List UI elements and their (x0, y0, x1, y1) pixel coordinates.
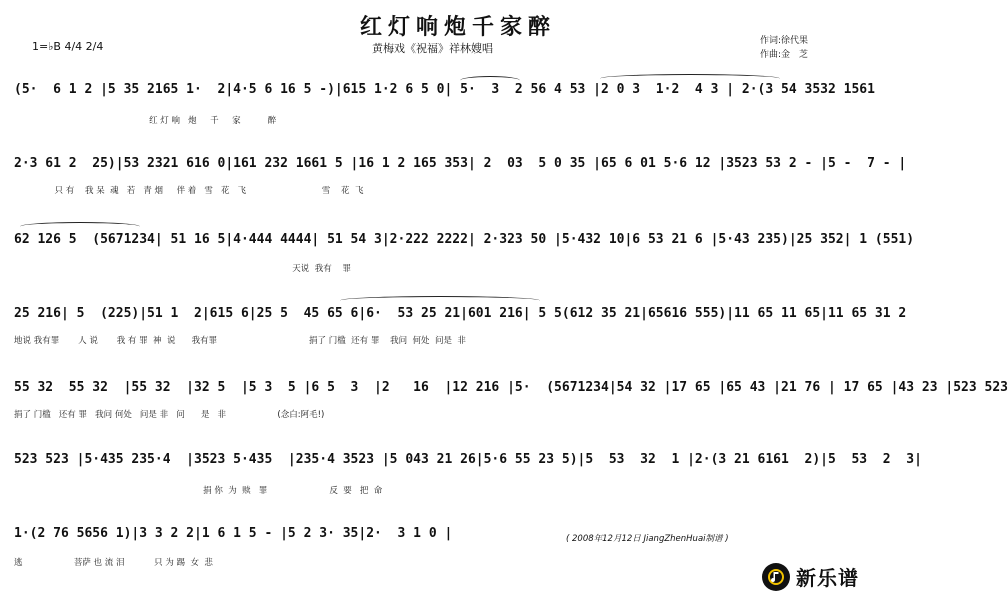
score-line-7: 1·(2 76 5656 1)|3 3 2 2|1 6 1 5 - |5 2 3· 35|2· 3 1 0 | (14, 526, 453, 541)
score-line-3: 62 126 5 (5671234| 51 16 5|4·444 4444| 51 54 3|2·222 2222| 2·323 50 |5·432 10|6 53 21 6 |5·43 235)|25 352| 1 (551) (14, 232, 915, 247)
lyric-line-7: 逃 菩萨 也 流 泪 只 为 踢 女 悲 (14, 558, 213, 568)
slur-mark (340, 296, 540, 305)
lyric-line-1: 红 灯 响 炮 千 家 醉 (14, 116, 277, 126)
slur-mark (600, 74, 780, 83)
music-disc-icon (762, 563, 790, 591)
lyric-line-3: 天说 我有 罪 (14, 264, 352, 274)
slur-mark (20, 222, 140, 231)
score-line-2: 2·3 61 2 25)|53 2321 616 0|161 232 1661 5 |16 1 2 165 353| 2 03 5 0 35 |65 6 01 5·6 12 |3523 53 2 - |5 - 7 - | (14, 156, 907, 171)
slur-mark (460, 76, 520, 85)
lyric-line-4: 地说 我有罪 人 说 我 有 罪 神 说 我有罪 捐了 门槛 还有 罪 我问 何处 问是 非 (14, 336, 466, 346)
score-line-5: 55 32 55 32 |55 32 |32 5 |5 3 5 |6 5 3 |2 16 |12 216 |5· (5671234|54 32 |17 65 |65 43 |21 76 | 17 65 |43 23 |523 523 (14, 380, 1008, 395)
composer-credit: 作曲:金 芝 (760, 50, 809, 60)
song-title: 红灯响炮千家醉 (360, 14, 557, 40)
score-line-1: (5· 6 1 2 |5 35 2165 1· 2|4·5 6 16 5 -)|615 1·2 6 5 0| 5· 3 2 56 4 53 |2 0 3 1·2 4 3 | 2·(3 54 3532 1561 (14, 82, 875, 97)
lyric-line-5: 捐了 门槛 还有 罪 我问 何处 问是 非 问 是 非 (念白:阿毛!) (14, 410, 325, 420)
key-signature: 1=♭B 4/4 2/4 (32, 40, 104, 53)
lyric-line-6: 捐 你 为 赎 罪 反 要 把 命 (14, 486, 383, 496)
score-line-6: 523 523 |5·435 235·4 |3523 5·435 |235·4 3523 |5 043 21 26|5·6 55 23 5)|5 53 32 1 |2·(3 21 6161 2)|5 53 2 3| (14, 452, 922, 467)
site-logo[interactable] (762, 562, 859, 591)
transcription-note: ( 2008年12月12日 JiangZhenHuai制谱 ) (566, 534, 729, 544)
credits (760, 34, 808, 62)
lyricist-credit: 作词:徐代果 (760, 36, 809, 46)
song-subtitle: 黄梅戏《祝福》祥林嫂唱 (372, 42, 493, 55)
lyric-line-2: 只 有 我 呆 魂 若 青 烟 伴 着 雪 花 飞 雪 花 飞 (14, 186, 364, 196)
logo-text: 新乐谱 (796, 566, 859, 590)
score-line-4: 25 216| 5 (225)|51 1 2|615 6|25 5 45 65 6|6· 53 25 21|601 216| 5 5(612 35 21|65616 555)|11 65 11 65|11 65 31 2 (14, 306, 915, 321)
